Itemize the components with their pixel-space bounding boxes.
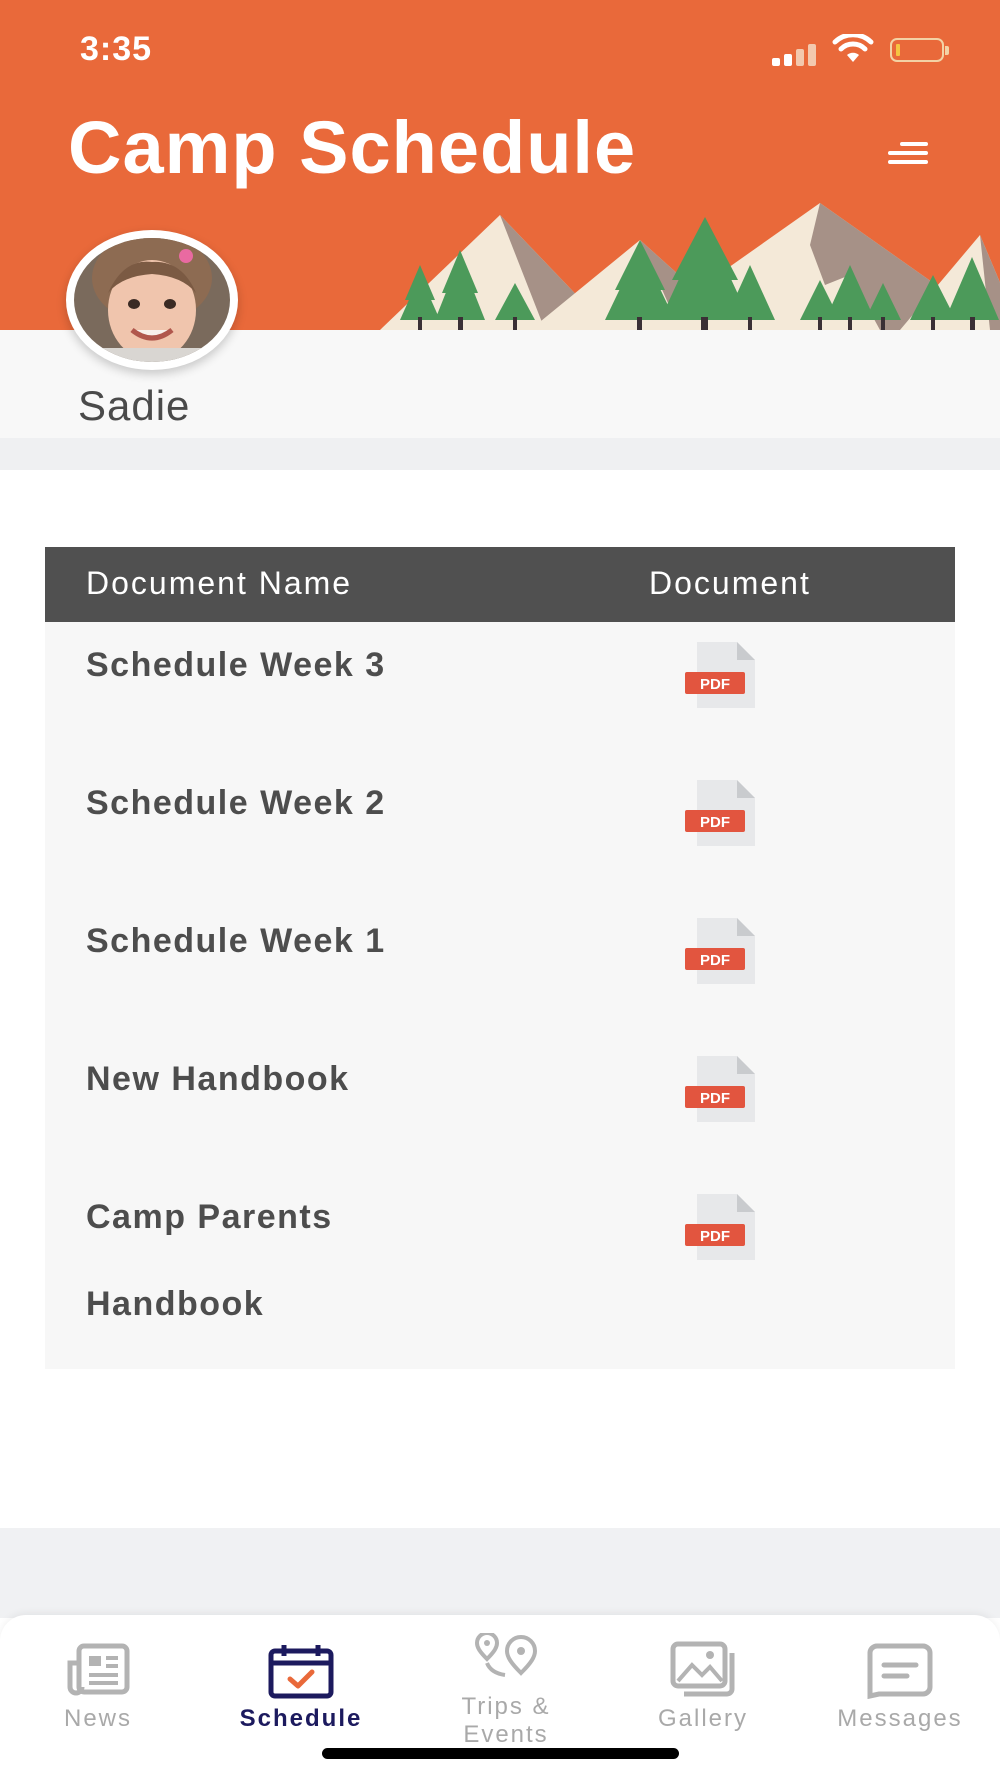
tab-label: Messages [837,1705,963,1732]
tab-messages[interactable] [800,1615,1000,1765]
document-name: New Handbook [86,1060,350,1098]
svg-text:PDF: PDF [700,1228,730,1245]
tab-label: News [63,1705,132,1732]
status-icons [772,34,962,66]
profile-name: Sadie [78,382,191,429]
tab-trips-events[interactable] [406,1615,606,1765]
tab-label: Schedule [239,1705,363,1732]
document-name: Schedule Week 2 [86,784,386,822]
table-row[interactable] [45,898,955,1036]
table-row[interactable] [45,1174,955,1369]
pdf-icon[interactable] [685,642,757,708]
divider-band [0,438,1000,470]
home-indicator[interactable] [322,1748,679,1759]
svg-text:PDF: PDF [700,676,730,693]
table-row[interactable] [45,760,955,898]
newspaper-icon [65,1643,131,1697]
column-header-name: Document Name [86,565,353,601]
tab-label: Trips & Events [461,1693,551,1748]
documents-table [45,547,955,1369]
document-name: Schedule Week 1 [86,922,386,960]
map-pins-icon [473,1633,539,1683]
document-name: Schedule Week 3 [86,646,386,684]
svg-text:PDF: PDF [700,814,730,831]
tab-news[interactable] [0,1615,196,1765]
avatar-photo [74,238,230,362]
pdf-icon[interactable] [685,1056,757,1122]
table-header [45,547,955,622]
svg-text:PDF: PDF [700,1090,730,1107]
table-row[interactable] [45,622,955,760]
document-name: Camp Parents Handbook [86,1198,333,1323]
pdf-icon[interactable] [685,780,757,846]
menu-icon[interactable] [886,142,928,166]
mountains-illustration [380,195,1000,330]
wifi-icon [832,34,874,64]
message-icon [867,1643,933,1699]
status-time: 3:35 [80,30,153,68]
table-row[interactable] [45,1036,955,1174]
calendar-check-icon [268,1643,334,1699]
pdf-icon[interactable] [685,918,757,984]
gallery-icon [670,1641,736,1697]
tab-schedule[interactable] [196,1615,406,1765]
battery-nub [945,46,949,55]
footer-band [0,1528,1000,1618]
battery-icon [890,38,944,62]
column-header-document: Document [649,565,811,601]
tab-gallery[interactable] [606,1615,800,1765]
svg-text:PDF: PDF [700,952,730,969]
tab-label: Gallery [657,1705,749,1732]
signal-icon [772,44,820,66]
avatar[interactable] [66,230,238,370]
pdf-icon[interactable] [685,1194,757,1260]
page-title: Camp Schedule [68,106,637,189]
